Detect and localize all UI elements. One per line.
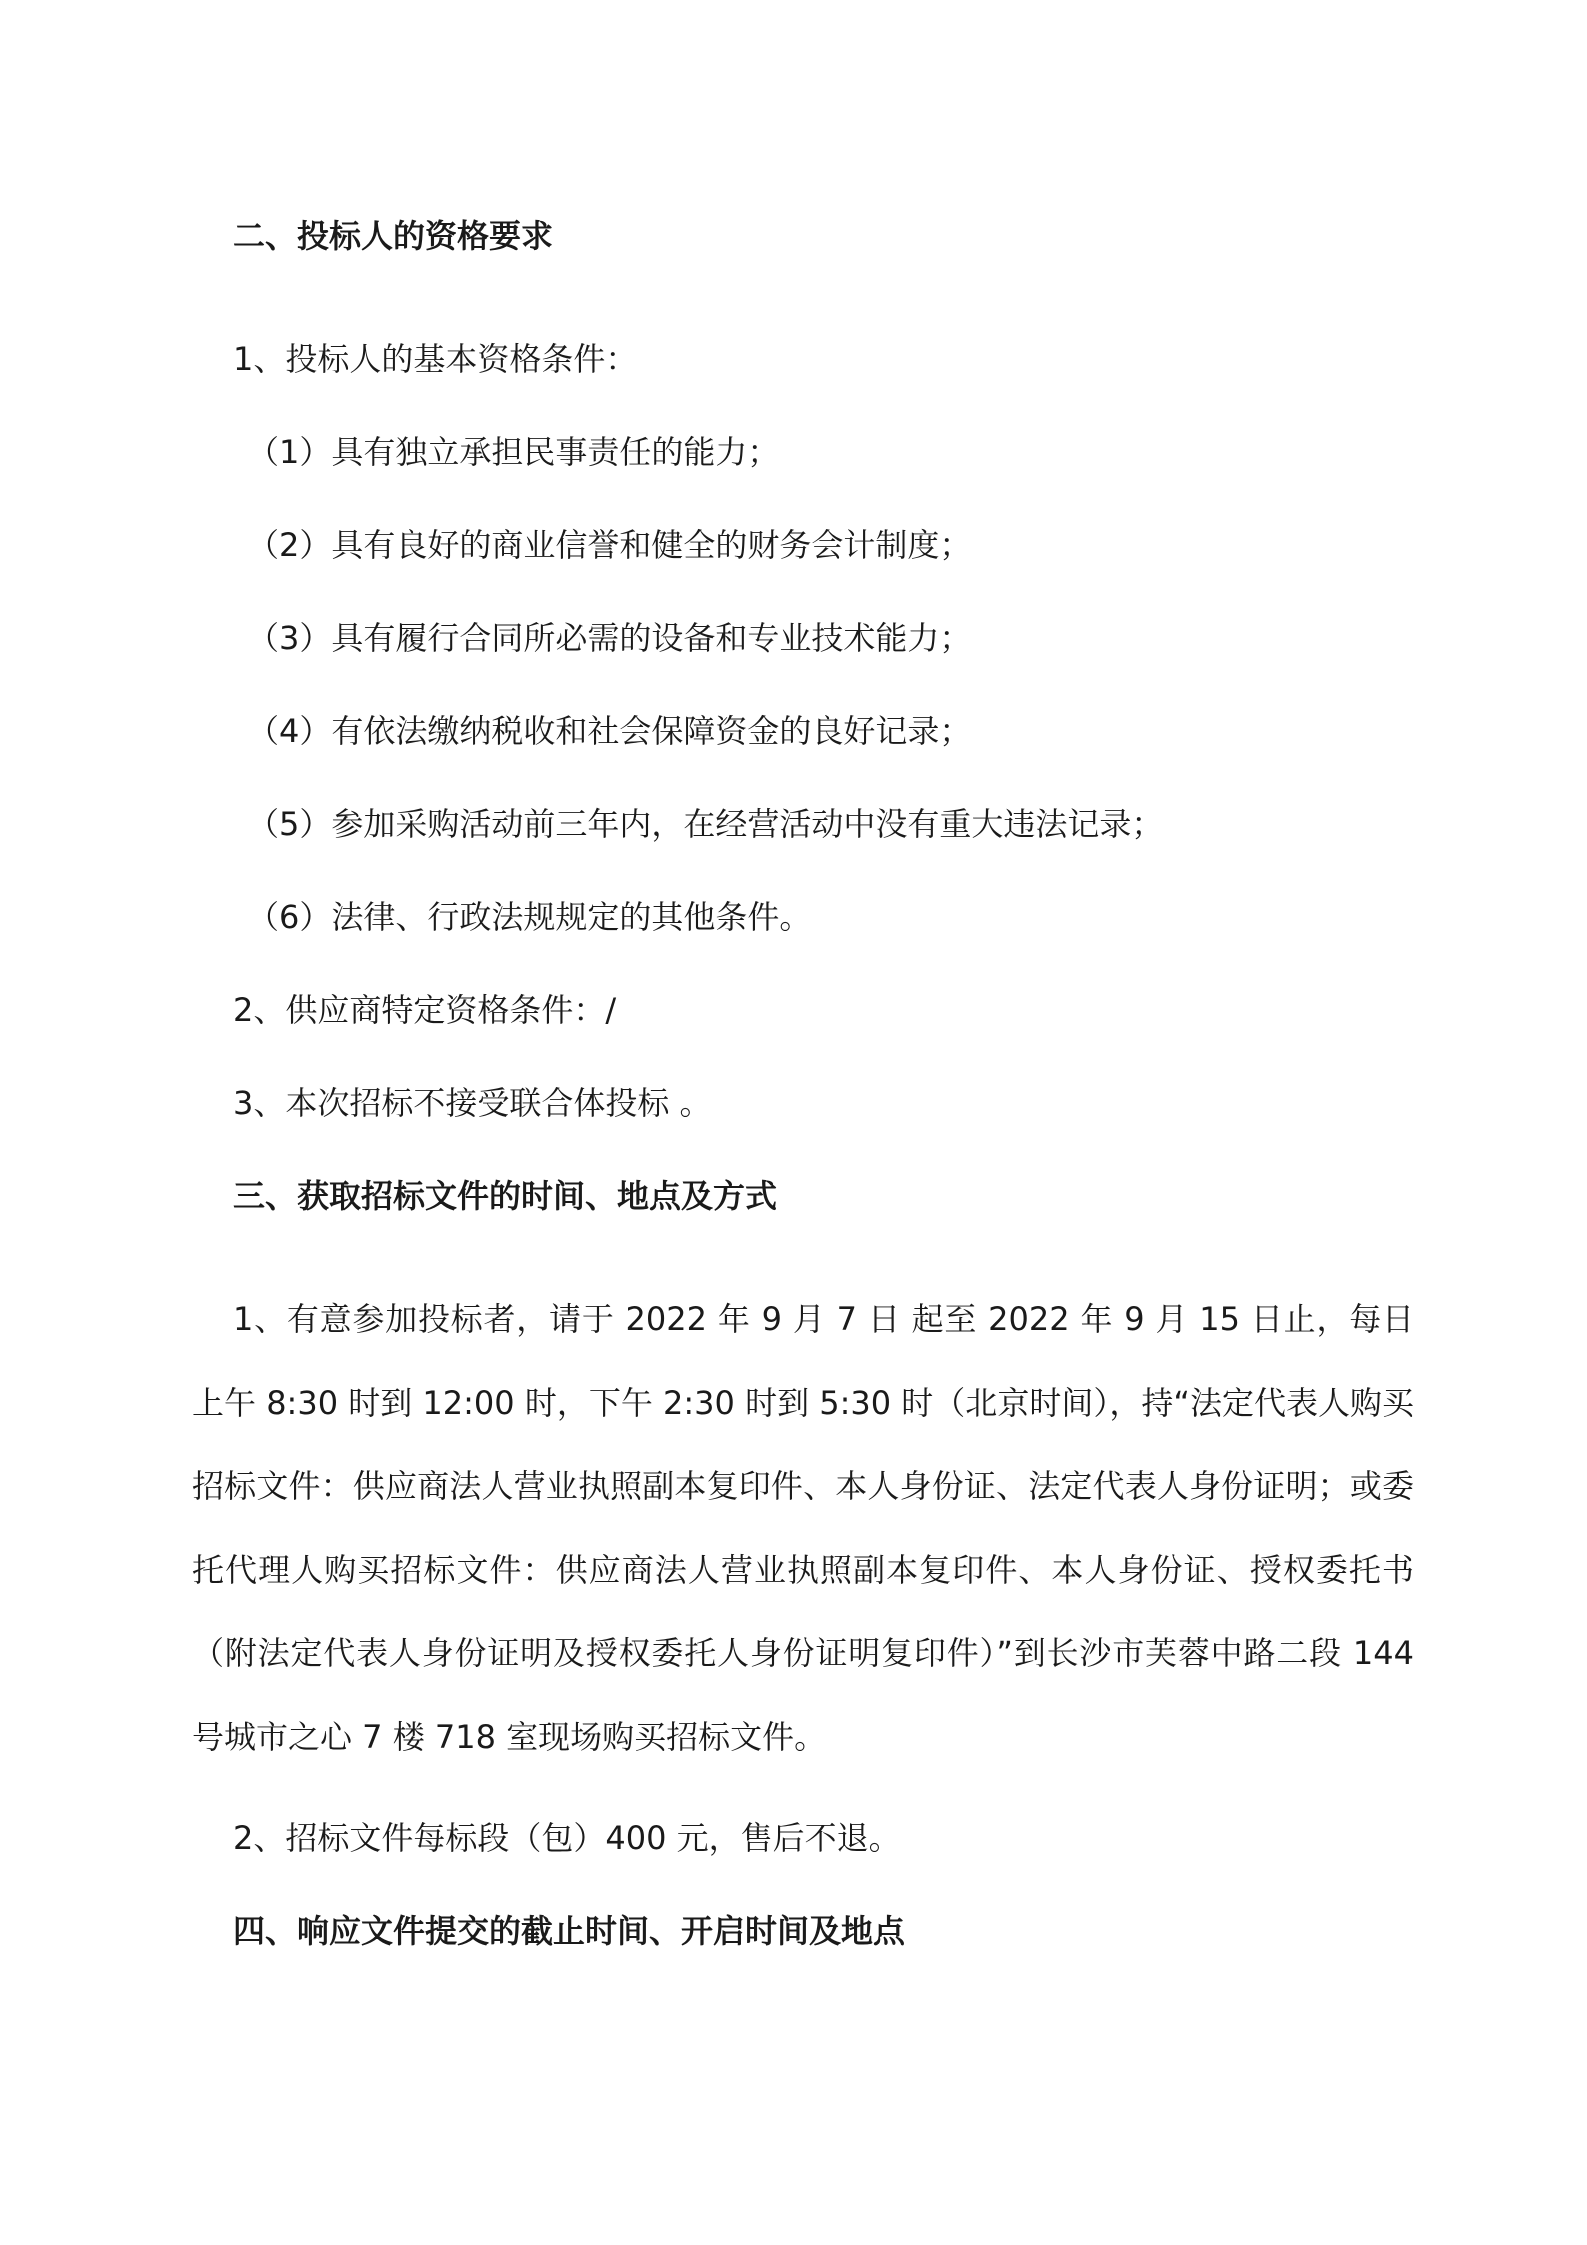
condition-3: （3）具有履行合同所必需的设备和专业技术能力； xyxy=(247,619,972,657)
specific-qualification-item: 2、供应商特定资格条件：/ xyxy=(233,991,617,1029)
purchase-instructions-paragraph: 1、有意参加投标者，请于 2022 年 9 月 7 日 起至 2022 年 9 月 15 日止，每日上午 8:30 时到 12:00 时，下午 2:30 时到 5:30 时（北京时间），持“法定代表人购买招标文件：供应商法人营业执照副本复印件、本人身份证、法定代表人身份证明；或委托代理人购买招标文件：供应商法人营业执照副本复印件、本人身份证、授权委托书（附法定代表人身份证明及授权委托人身份证明复印件）”到长沙市芙蓉中路二段 144 号城市之心 7 楼 718 室现场购买招标文件。 xyxy=(192,1300,1414,1756)
section-2-heading: 二、投标人的资格要求 xyxy=(233,217,554,255)
condition-5: （5）参加采购活动前三年内，在经营活动中没有重大违法记录； xyxy=(247,805,1164,843)
condition-2: （2）具有良好的商业信誉和健全的财务会计制度； xyxy=(247,526,972,564)
condition-6: （6）法律、行政法规规定的其他条件。 xyxy=(247,898,812,936)
section-4-heading: 四、响应文件提交的截止时间、开启时间及地点 xyxy=(233,1912,906,1950)
consortium-item: 3、本次招标不接受联合体投标 。 xyxy=(233,1084,712,1122)
condition-1: （1）具有独立承担民事责任的能力； xyxy=(247,433,780,471)
section-3-heading: 三、获取招标文件的时间、地点及方式 xyxy=(233,1177,778,1215)
condition-4: （4）有依法缴纳税收和社会保障资金的良好记录； xyxy=(247,712,972,750)
basic-qualification-item: 1、投标人的基本资格条件： xyxy=(233,340,638,378)
document-fee-item: 2、招标文件每标段（包）400 元，售后不退。 xyxy=(233,1819,901,1857)
